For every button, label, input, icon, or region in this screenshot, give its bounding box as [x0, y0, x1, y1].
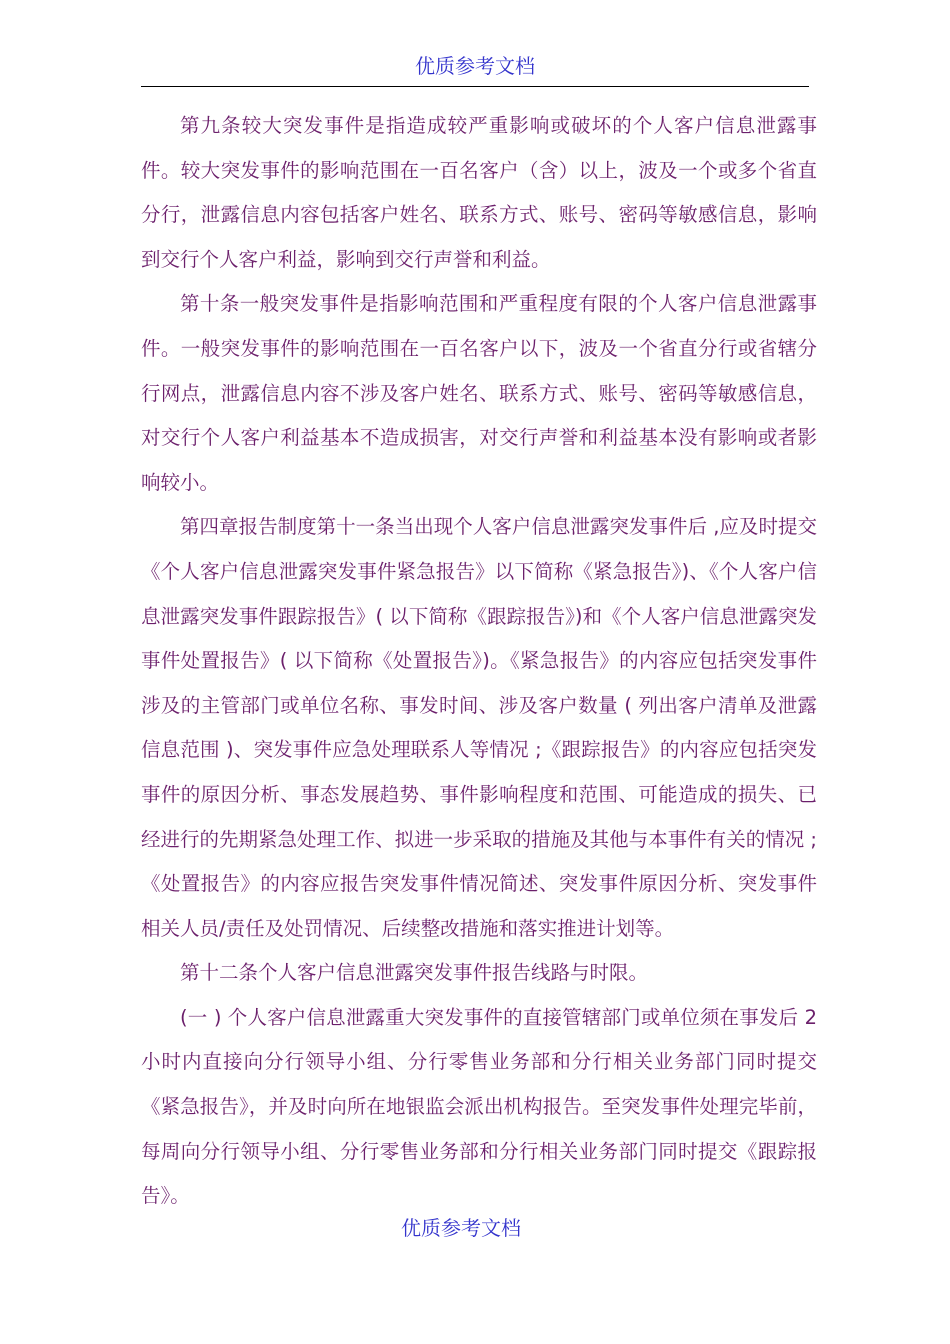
page-footer: 优质参考文档 — [401, 1216, 521, 1240]
page-header: 优质参考文档 — [415, 54, 535, 78]
paragraph-article-10: 第十条一般突发事件是指影响范围和严重程度有限的个人客户信息泄露事件。一般突发事件的影响范围在一百名客户以下，波及一个省直分行或省辖分行网点，泄露信息内容不涉及客户姓名、联系方式、账号、密码等敏感信息，对交行个人客户利益基本不造成损害，对交行声誉和利益基本没有影响或者影响较小。 — [141, 292, 817, 494]
paragraph-article-12: 第十二条个人客户信息泄露突发事件报告线路与时限。 — [180, 961, 649, 985]
paragraph-article-11: 第四章报告制度第十一条当出现个人客户信息泄露突发事件后 ,应及时提交《个人客户信息泄露突发事件紧急报告》以下简称《紧急报告》)、《个人客户信息泄露突发事件跟踪报告》( 以下简称《跟踪报告》)和《个人客户信息泄露突发事件处置报告》( 以下简称《处置报告》)。《紧急报告》的内容应包括突发事件涉及的主管部门或单位名称、事发时间、涉及客户数量 ( 列出客户清单及泄露信息范围 )、突发事件应急处理联系人等情况 ;《跟踪报告》的内容应包括突发事件的原因分析、事态发展趋势、事件影响程度和范围、可能造成的损失、已经进行的先期紧急处理工作、拟进一步采取的措施及其他与本事件有关的情况 ;《处置报告》的内容应报告突发事件情况简述、突发事件原因分析、突发事件相关人员/责任及处罚情况、后续整改措施和落实推进计划等。 — [141, 515, 817, 940]
document-body — [141, 104, 817, 1219]
paragraph-article-12-item-1: (一 ) 个人客户信息泄露重大突发事件的直接管辖部门或单位须在事发后 2小时内直接向分行领导小组、分行零售业务部和分行相关业务部门同时提交《紧急报告》，并及时向所在地银监会派出机构报告。至突发事件处理完毕前，每周向分行领导小组、分行零售业务部和分行相关业务部门同时提交《跟踪报告》。 — [141, 1005, 817, 1208]
paragraph-article-9: 第九条较大突发事件是指造成较严重影响或破坏的个人客户信息泄露事件。较大突发事件的影响范围在一百名客户（含）以上，波及一个或多个省直分行，泄露信息内容包括客户姓名、联系方式、账号、密码等敏感信息，影响到交行个人客户利益，影响到交行声誉和利益。 — [141, 114, 817, 271]
header-divider — [141, 86, 809, 87]
